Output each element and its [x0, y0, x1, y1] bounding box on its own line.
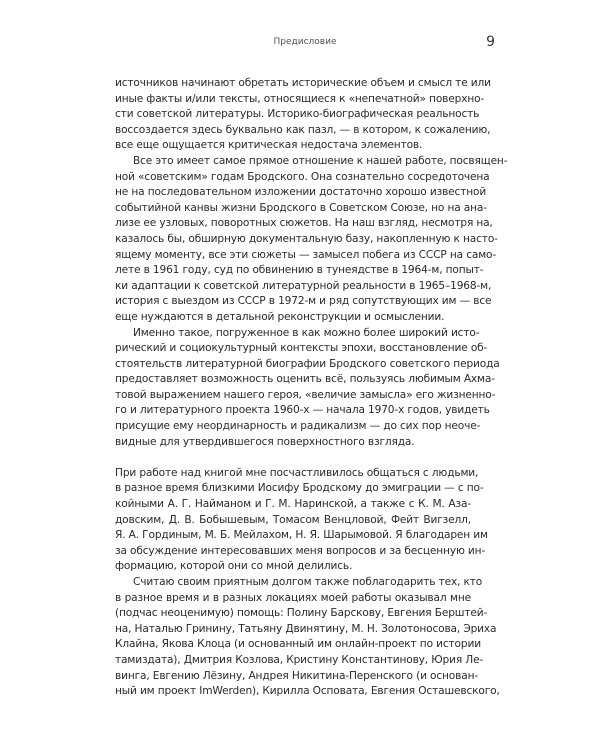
text-line: сти советской литературы. Историко-биографическая реальность [115, 108, 480, 121]
running-title: Предисловие [273, 37, 337, 47]
text-line: товой выражением нашего героя, «величие замысла» его жизненно- [115, 388, 496, 401]
text-line: При работе над книгой мне посчастливилось общаться с людьми, [115, 466, 479, 479]
text-line: Я. А. Гординым, М. Б. Мейлахом, Н. Я. Шарымовой. Я благодарен им [115, 529, 488, 542]
text-line: рический и социокультурный контексты эпохи, восстановление об- [115, 342, 488, 355]
text-line: ки адаптации к советской литературной реальности в 1965–1968-м, [115, 279, 492, 292]
text-line: го и литературного проекта 1960-х — начала 1970-х годов, увидеть [115, 404, 490, 417]
text-line: довским, Д. В. Бобышевым, Томасом Венцловой, Фейт Вигзелл, [115, 513, 471, 526]
text-line: еще нуждаются в детальной реконструкции и осмыслении. [115, 310, 445, 323]
text-line: в разное время близкими Иосифу Бродскому до эмиграции — с по- [115, 482, 484, 495]
text-line: лете в 1961 году, суд по обвинению в тунеядстве в 1964-м, попыт- [115, 264, 484, 277]
text-line: воссоздается здесь буквально как пазл, — в котором, к сожалению, [115, 123, 491, 136]
paragraph [115, 76, 491, 154]
text-line: Считаю своим приятным долгом также поблагодарить тех, кто [133, 576, 483, 588]
text-line: предоставляет возможность оценить всё, пользуясь любимым Ахма- [115, 373, 495, 386]
text-line: формацию, которой они со мной делились. [115, 560, 353, 573]
text-line: за обсуждение интересовавших меня вопросов и за бесценную ин- [115, 544, 486, 557]
paragraph [115, 154, 508, 326]
page-number: 9 [486, 34, 495, 50]
text-line: Все это имеет самое прямое отношение к нашей работе, посвящен- [133, 154, 508, 167]
text-line: все еще ощущается критическая недостача элементов. [115, 139, 423, 152]
text-line: ной «советским» годам Бродского. Она сознательно сосредоточена [115, 170, 490, 183]
text-line: история с выездом из СССР в 1972-м и ряд сопутствующих им — все [115, 295, 492, 308]
text-line: Клайна, Якова Клоца (и основанный им онлайн-проект по истории [115, 638, 481, 651]
paragraph [115, 575, 500, 700]
page-body [115, 76, 508, 700]
text-line: стоятельств литературной биографии Бродского советского периода [115, 357, 500, 370]
paragraph [115, 326, 500, 451]
text-line: койными А. Г. Найманом и Г. М. Наринской, а также с К. М. Аза- [115, 498, 471, 511]
paragraph [115, 466, 488, 575]
text-line: событийной канвы жизни Бродского в Советском Союзе, но на ана- [115, 201, 487, 214]
text-line: винга, Евгению Лёзину, Андрея Никитина-Перенского (и основан- [115, 669, 479, 682]
text-line: Именно такое, погруженное в как можно более широкий исто- [133, 326, 480, 339]
text-line: в разное время и в разных локациях моей работы оказывал мне [115, 591, 471, 604]
text-line: лизе ее узловых, поворотных сюжетов. На наш взгляд, несмотря на, [115, 217, 493, 230]
text-line: (подчас неоценимую) помощь: Полину Барскову, Евгения Берштей- [115, 607, 488, 620]
text-line: ящему моменту, все эти сюжеты — замысел побега из СССР на само- [115, 248, 497, 261]
text-line: казалось бы, обширную документальную базу, накопленную к насто- [115, 232, 498, 245]
page-header [115, 34, 495, 50]
text-line: источников начинают обретать исторические объем и смысл те или [115, 77, 491, 89]
paragraph-gap [115, 450, 471, 466]
text-line: присущие ему неординарность и радикализм — до сих пор неоче- [115, 420, 481, 433]
text-line: на, Наталью Гринину, Татьяну Двинятину, М. Н. Золотоносова, Эриха [115, 622, 497, 635]
text-line: видные для утвердившегося поверхностного взгляда. [115, 435, 415, 448]
text-line: ный им проект ImWerden), Кирилла Осповата, Евгения Осташевского, [115, 685, 500, 698]
text-line: тамиздата), Дмитрия Козлова, Кристину Константинову, Юрия Ле- [115, 653, 484, 666]
text-line: иные факты и/или тексты, относящиеся к «непечатной» поверхно- [115, 92, 485, 105]
text-line: не на последовательном изложении достаточно хорошо известной [115, 186, 487, 199]
